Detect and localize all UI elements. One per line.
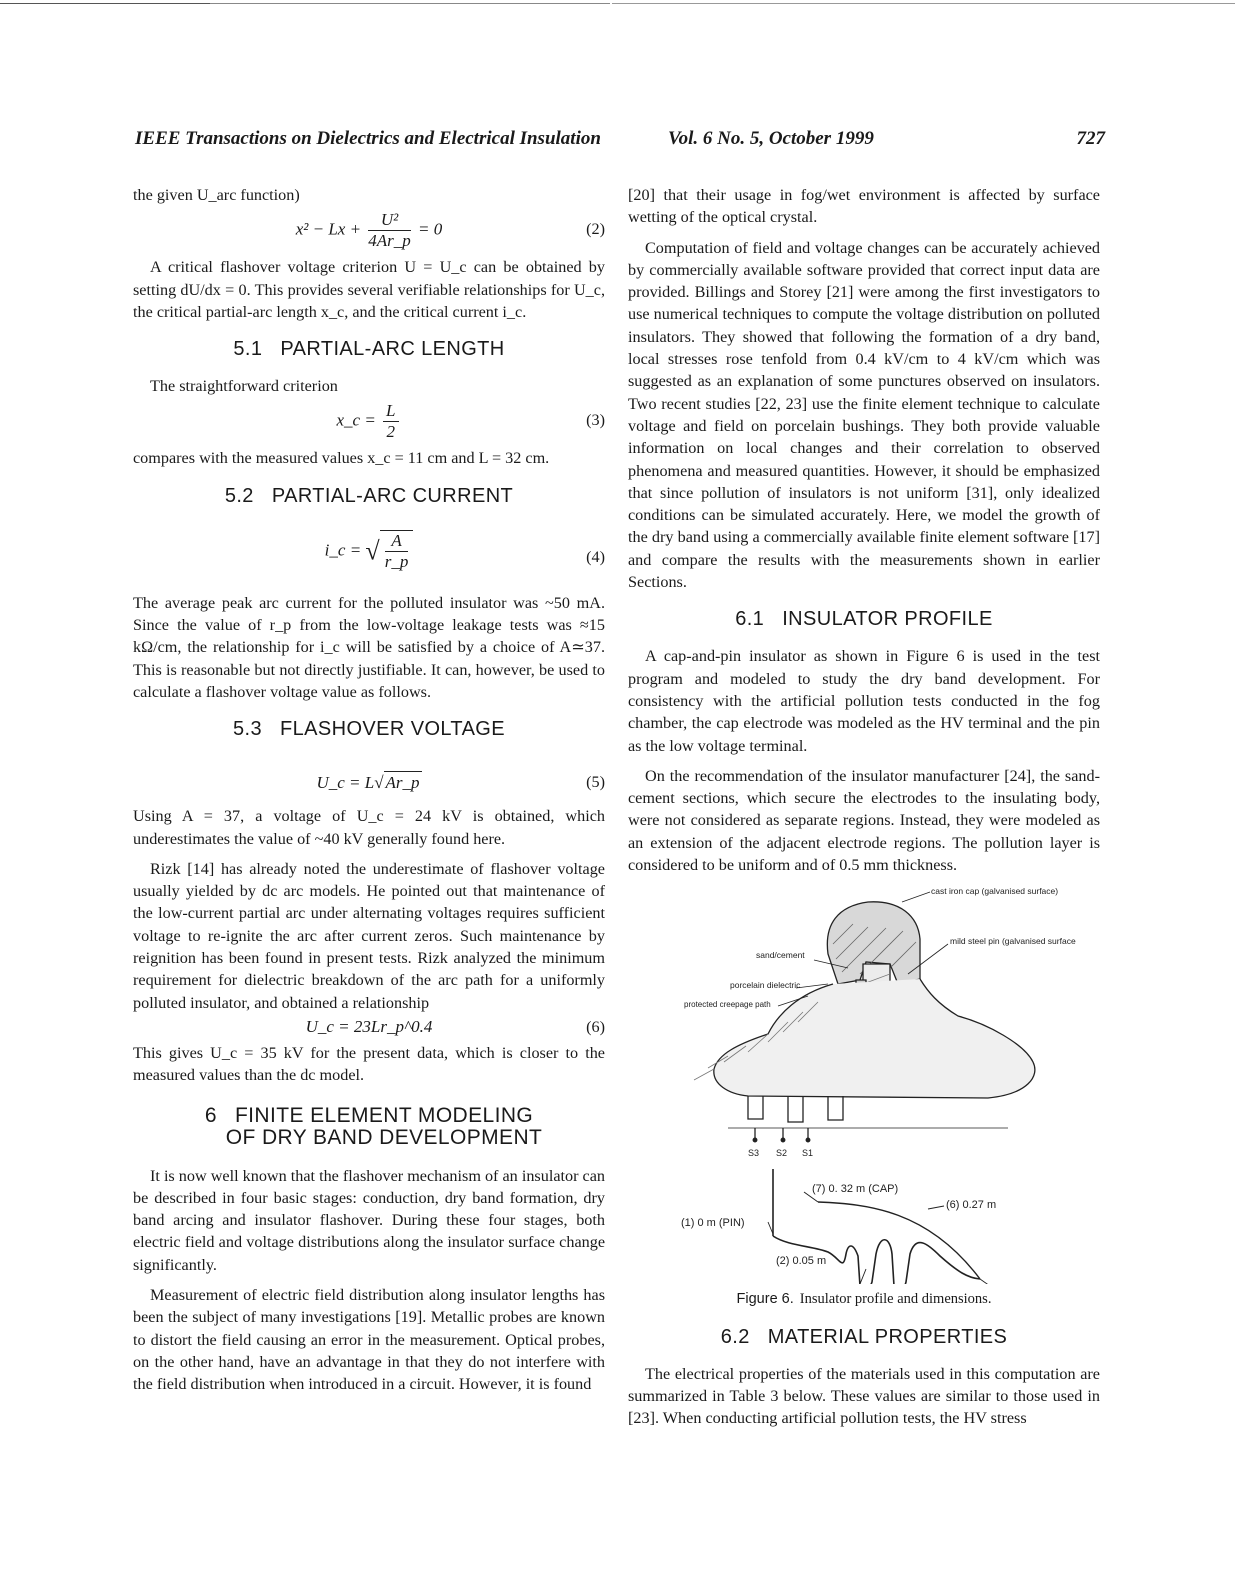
section-heading: 6.2 MATERIAL PROPERTIES bbox=[720, 1325, 1008, 1348]
label-cap: cast iron cap (galvanised surface) bbox=[931, 886, 1059, 897]
label-porcelain: porcelain dielectric bbox=[730, 980, 801, 991]
paragraph: The electrical properties of the materials used in this computation are summarized in Table 3 below. These values are similar to those used in [23]. When conducting artificial pollution tests, the HV stress bbox=[628, 1364, 1100, 1428]
eq-lhs: U_c = L bbox=[316, 773, 375, 793]
point-5 bbox=[989, 1283, 1039, 1284]
point-6: (6) 0.27 m bbox=[946, 1199, 997, 1212]
right-column bbox=[628, 184, 1100, 1438]
section-heading: 5.3 FLASHOVER VOLTAGE bbox=[232, 718, 506, 741]
eq-number: (4) bbox=[586, 547, 605, 566]
section-heading: 5.1 PARTIAL-ARC LENGTH bbox=[233, 338, 505, 361]
point-1: (1) 0 m (PIN) bbox=[681, 1217, 745, 1230]
figure-6 bbox=[628, 884, 1100, 1284]
eq-numerator: A bbox=[385, 531, 409, 552]
section-heading: 5.2 PARTIAL-ARC CURRENT bbox=[224, 484, 514, 507]
paragraph: Computation of field and voltage changes can be accurately achieved by commercially available software provided that correct input data are provided. Billings and Storey [21] were among the first investigators to use numerical techniques to compute the voltage distribution on polluted insulators. They showed that following the formation of a dry band, local stresses rose tenfold from 0.4 kV/cm to 4 kV/cm which was suggested as an explanation of some punctures observed on insulators. Two recent studies [22, 23] use the finite element technique to calculate voltage and field on porcelain bushings. They both provide valuable information on local changes and their correlation to observed phenomena and measured quantities. However, it should be emphasized that since pollution of insulators is not uniform [31], only idealized conditions can be simulated accurately. Here, we model the growth of the dry band using a commercially available finite element software [17] and compare the results with the measurements shown in earlier Sections. bbox=[628, 238, 1100, 592]
paragraph: A cap-and-pin insulator as shown in Figure 6 is used in the test program and modeled to study the dry band development. For consistency with the artificial pollution tests conducted in the fog chamber, the cap electrode was modeled as the HV terminal and the pin as the low voltage terminal. bbox=[628, 647, 1100, 755]
equation-3 bbox=[133, 401, 605, 441]
figure-caption bbox=[628, 1288, 1100, 1310]
eq-number: (5) bbox=[586, 773, 605, 792]
figure-label: Figure 6. bbox=[736, 1291, 794, 1308]
equation-4: i_c = √ $\frac{A}{r\_p}$ (4) bbox=[324, 530, 605, 571]
page-number: 727 bbox=[1076, 128, 1105, 149]
paragraph: Measurement of electric field distribution along insulator lengths has been the subject of many investigations [19]. Metallic probes are known to distort the field causing an error in the measurement. Optical probes, on the other hand, have an advantage in that they do not interfere with the field distribution when introduced in a circuit. However, it is found bbox=[133, 1286, 605, 1394]
journal-title: IEEE Transactions on Dielectrics and Electrical Insulation bbox=[135, 128, 601, 149]
equation-2 bbox=[133, 210, 605, 250]
eq-lhs: x_c = bbox=[336, 410, 376, 430]
eq-rhs: = 0 bbox=[418, 219, 443, 239]
paragraph: [20] that their usage in fog/wet environment is affected by surface wetting of the optical crystal. bbox=[628, 186, 1100, 227]
eq-numerator: L bbox=[383, 401, 398, 422]
label-pin: mild steel pin (galvanised surface bbox=[950, 936, 1076, 947]
eq-denominator: 4Ar_p bbox=[368, 231, 411, 251]
paragraph: the given U_arc function) bbox=[133, 186, 300, 204]
scan-edge-line bbox=[0, 3, 210, 4]
eq-lhs: x² − Lx + bbox=[295, 219, 362, 239]
eq-denominator: 2 bbox=[386, 422, 396, 442]
eq-lhs: i_c = bbox=[324, 540, 362, 560]
insulator-figure bbox=[628, 884, 1100, 1284]
scan-edge-line bbox=[612, 3, 1235, 4]
paragraph: The average peak arc current for the polluted insulator was ~50 mA. Since the value of r_p from the low-voltage leakage tests was ≈15 kΩ/cm, the relationship for i_c will be satisfied by a choice of A≃37. This is reasonable but not directly justifiable. It can, however, be used to calculate a flashover voltage value as follows. bbox=[133, 593, 605, 701]
label-s1: S1 bbox=[802, 1148, 814, 1159]
paragraph: compares with the measured values x_c = 11 cm and L = 32 cm. bbox=[133, 449, 550, 468]
paragraph: Rizk [14] has already noted the underestimate of flashover voltage usually yielded by dc arc models. He pointed out that maintenance of the low-current partial arc under alternating voltages requires sufficient voltage to re-ignite the arc after current zeros. Such maintenance by reignition has been found in present tests. Rizk analyzed the minimum requirement for dielectric breakdown of the arc path for a uniformly polluted insulator, and obtained a relationship bbox=[133, 859, 605, 1012]
paragraph: This gives U_c = 35 kV for the present data, which is closer to the measured values than the dc model. bbox=[133, 1043, 605, 1085]
eq-number: (6) bbox=[586, 1017, 605, 1036]
section-heading: 6 FINITE ELEMENT MODELING OF DRY BAND DEVELOPMENT bbox=[204, 1103, 543, 1149]
eq-radicand: Ar_p bbox=[384, 771, 422, 794]
eq-denominator: r_p bbox=[384, 551, 409, 571]
eq-number: (2) bbox=[586, 220, 605, 239]
scan-edge-line bbox=[210, 3, 610, 4]
eq-expression: U_c = 23Lr_p^0.4 bbox=[305, 1016, 433, 1036]
point-2: (2) 0.05 m bbox=[776, 1255, 827, 1268]
paragraph: On the recommendation of the insulator manufacturer [24], the sand-cement sections, which secure the electrodes to the insulating body, were not considered as separate regions. Instead, they were modeled as an extension of the adjacent electrode regions. The pollution layer is considered to be uniform and of 0.5 mm thickness. bbox=[628, 766, 1100, 875]
point-7: (7) 0. 32 m (CAP) bbox=[812, 1183, 899, 1196]
paragraph: Using A = 37, a voltage of U_c = 24 kV is obtained, which underestimates the value of ~40 kV generally found here. bbox=[133, 807, 605, 848]
insulator-cross-section bbox=[694, 892, 1035, 1142]
label-sand: sand/cement bbox=[756, 950, 805, 961]
section-heading: 6.1 INSULATOR PROFILE bbox=[735, 608, 993, 631]
running-header bbox=[135, 128, 1105, 156]
label-s2: S2 bbox=[776, 1148, 788, 1159]
paragraph: A critical flashover voltage criterion U = U_c can be obtained by setting dU/dx = 0. This provides several verifiable relationships for U_c, the critical partial-arc length x_c, and the critical current i_c. bbox=[133, 258, 605, 321]
label-creepage: protected creepage path bbox=[684, 1000, 771, 1010]
equation-6 bbox=[133, 1016, 605, 1042]
label-s3: S3 bbox=[748, 1148, 760, 1159]
paragraph: The straightforward criterion bbox=[150, 377, 338, 396]
equation-5: U_c = L√ Ar_p (5) bbox=[133, 771, 605, 799]
eq-number: (3) bbox=[586, 411, 605, 430]
paragraph: It is now well known that the flashover mechanism of an insulator can be described in four basic stages: conduction, dry band formation, dry band arcing and insulator flashover. During these four stages, both electric field and voltage distributions along the insulator surface change significantly. bbox=[133, 1166, 605, 1274]
volume-info: Vol. 6 No. 5, October 1999 bbox=[668, 128, 874, 149]
left-column bbox=[133, 184, 605, 1404]
figure-caption-text: Insulator profile and dimensions. bbox=[799, 1291, 992, 1308]
eq-numerator: U² bbox=[368, 210, 411, 231]
